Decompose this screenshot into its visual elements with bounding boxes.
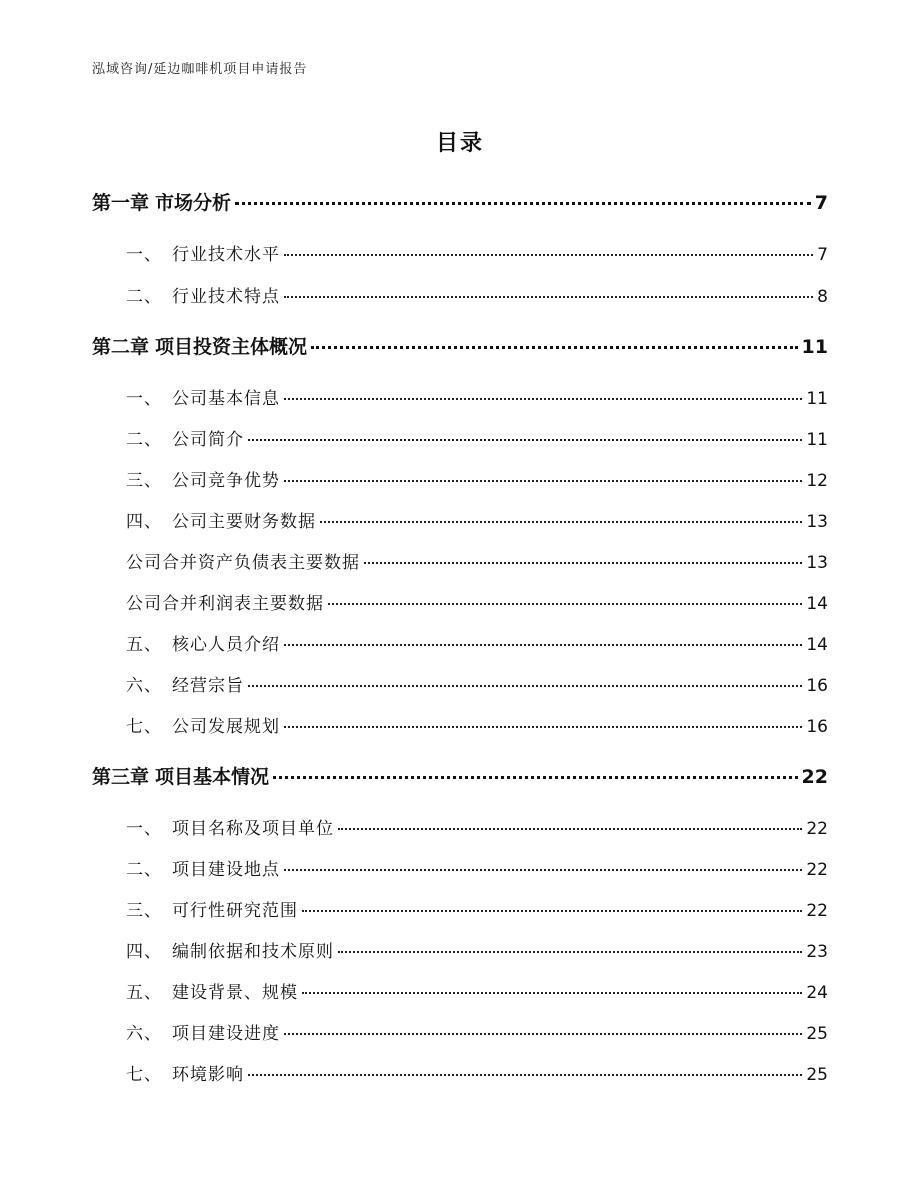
dot-leader: [338, 951, 802, 953]
toc-section-number: 六、: [126, 676, 162, 696]
toc-page-number: 14: [806, 594, 828, 614]
page-title: 目录: [435, 131, 484, 156]
toc-chapter-title: 项目投资主体概况: [155, 336, 308, 358]
toc-section[interactable]: [126, 978, 828, 1003]
dot-leader: [248, 439, 802, 441]
toc-page-number: 8: [817, 287, 828, 307]
toc-section-title: 公司简介: [172, 430, 244, 450]
toc-section-number: 五、: [126, 635, 162, 655]
dot-leader: [302, 910, 802, 912]
toc-page-number: 22: [806, 819, 828, 839]
toc-page-number: 7: [817, 245, 828, 265]
toc-page-number: 12: [806, 471, 828, 491]
dot-leader: [235, 202, 811, 205]
toc-section-number: 三、: [126, 901, 162, 921]
dot-leader: [328, 603, 802, 605]
toc-section-title: 项目名称及项目单位: [172, 819, 334, 839]
dot-leader: [284, 644, 802, 646]
toc-section-number: 六、: [126, 1024, 162, 1044]
toc-page-number: 22: [806, 901, 828, 921]
toc-section-title: 公司主要财务数据: [172, 512, 316, 532]
toc-section[interactable]: [126, 507, 828, 532]
toc-page-number: 11: [801, 336, 828, 358]
toc-subsection-title: 公司合并利润表主要数据: [126, 594, 324, 614]
toc-section-title: 项目建设进度: [172, 1024, 280, 1044]
toc-section-number: 五、: [126, 983, 162, 1003]
toc-chapter-title: 项目基本情况: [155, 766, 270, 788]
toc-section-title: 项目建设地点: [172, 860, 280, 880]
toc-section-title: 环境影响: [172, 1065, 244, 1085]
toc-page-number: 13: [806, 512, 828, 532]
running-header: 泓域咨询/延边咖啡机项目申请报告: [92, 62, 308, 77]
toc-section-number: 二、: [126, 430, 162, 450]
dot-leader: [248, 1074, 802, 1076]
toc-section[interactable]: [126, 1060, 828, 1085]
toc-section-number: 一、: [126, 389, 162, 409]
toc-page-number: 14: [806, 635, 828, 655]
toc-section-number: 七、: [126, 1065, 162, 1085]
toc-section-number: 二、: [126, 860, 162, 880]
toc-chapter-number: 第二章: [92, 336, 150, 358]
dot-leader: [248, 685, 802, 687]
toc-section[interactable]: [126, 384, 828, 409]
toc-chapter-number: 第一章: [92, 192, 150, 214]
toc-page-number: 13: [806, 553, 828, 573]
toc-page-number: 16: [806, 717, 828, 737]
toc-page-number: 11: [806, 430, 828, 450]
dot-leader: [284, 398, 802, 400]
toc-section-number: 四、: [126, 512, 162, 532]
dot-leader: [284, 726, 802, 728]
toc-section[interactable]: [126, 896, 828, 921]
toc-page-number: 7: [814, 192, 828, 214]
toc-section-title: 公司发展规划: [172, 717, 280, 737]
toc-chapter-title: 市场分析: [155, 192, 232, 214]
toc-section[interactable]: [126, 814, 828, 839]
toc-section-number: 一、: [126, 819, 162, 839]
toc-section-title: 公司基本信息: [172, 389, 280, 409]
toc-section-title: 可行性研究范围: [172, 901, 298, 921]
toc-section-number: 三、: [126, 471, 162, 491]
toc-section-title: 核心人员介绍: [172, 635, 280, 655]
dot-leader: [273, 776, 798, 779]
toc-section[interactable]: [126, 240, 828, 265]
dot-leader: [338, 828, 802, 830]
toc-section-title: 编制依据和技术原则: [172, 942, 334, 962]
toc-section[interactable]: [126, 712, 828, 737]
toc-page-number: 16: [806, 676, 828, 696]
toc-section-number: 七、: [126, 717, 162, 737]
toc-page-number: 25: [806, 1024, 828, 1044]
toc-page-number: 23: [806, 942, 828, 962]
toc-section-number: 一、: [126, 245, 162, 265]
toc-subsection[interactable]: [126, 589, 828, 614]
toc-section-title: 行业技术特点: [172, 287, 280, 307]
toc-section[interactable]: [126, 630, 828, 655]
toc-subsection-title: 公司合并资产负债表主要数据: [126, 553, 360, 573]
toc-section-title: 行业技术水平: [172, 245, 280, 265]
toc-page-number: 22: [806, 860, 828, 880]
dot-leader: [364, 562, 802, 564]
toc-section[interactable]: [126, 937, 828, 962]
toc-section[interactable]: [126, 1019, 828, 1044]
dot-leader: [302, 992, 802, 994]
dot-leader: [320, 521, 802, 523]
dot-leader: [284, 254, 813, 256]
toc-section[interactable]: [126, 855, 828, 880]
toc-section-number: 二、: [126, 287, 162, 307]
toc-section[interactable]: [126, 466, 828, 491]
dot-leader: [311, 346, 798, 349]
dot-leader: [284, 480, 802, 482]
toc-chapter-1[interactable]: [92, 188, 828, 215]
toc-section[interactable]: [126, 282, 828, 307]
toc-chapter-2[interactable]: [92, 332, 828, 359]
dot-leader: [284, 1033, 802, 1035]
toc-section-title: 经营宗旨: [172, 676, 244, 696]
toc-section[interactable]: [126, 425, 828, 450]
toc-page-number: 11: [806, 389, 828, 409]
toc-section-title: 建设背景、规模: [172, 983, 298, 1003]
toc-chapter-3[interactable]: [92, 762, 828, 789]
toc-section-title: 公司竞争优势: [172, 471, 280, 491]
toc-page-number: 25: [806, 1065, 828, 1085]
toc-subsection[interactable]: [126, 548, 828, 573]
dot-leader: [284, 296, 813, 298]
toc-page-number: 24: [806, 983, 828, 1003]
toc-section-number: 四、: [126, 942, 162, 962]
toc-section[interactable]: [126, 671, 828, 696]
dot-leader: [284, 869, 802, 871]
toc-page-number: 22: [801, 766, 828, 788]
toc-chapter-number: 第三章: [92, 766, 150, 788]
